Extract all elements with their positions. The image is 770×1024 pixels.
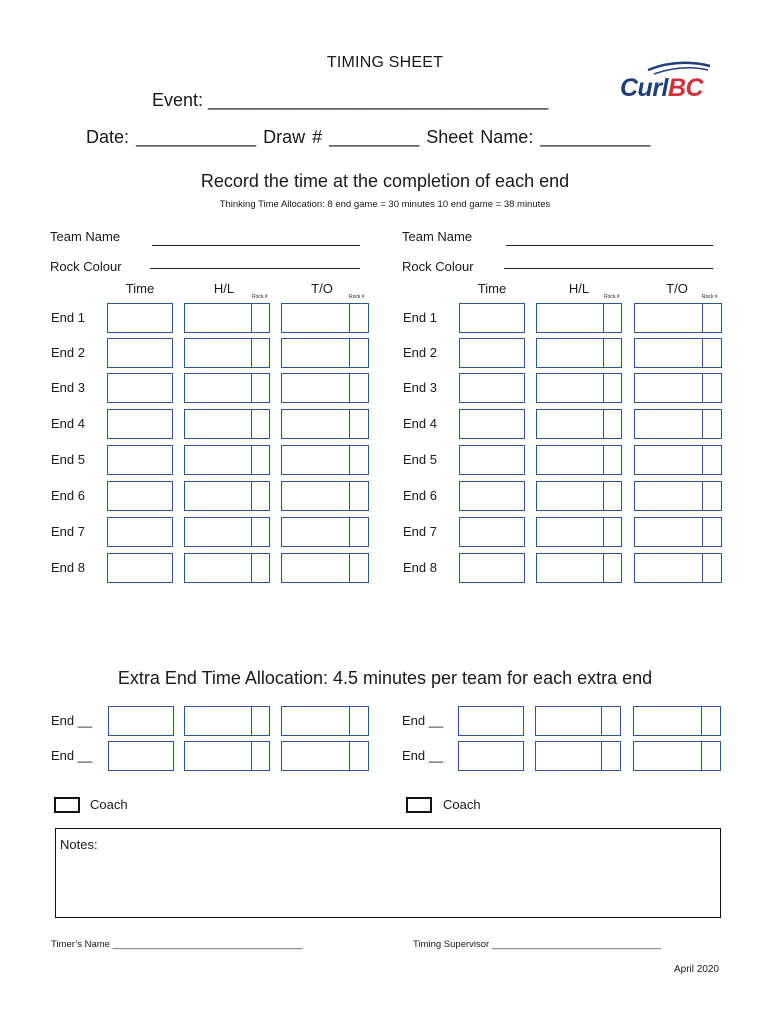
end-label-left: End 1 <box>51 310 85 325</box>
rock-number-divider <box>603 482 604 510</box>
coach-checkbox-right[interactable] <box>406 797 432 813</box>
to-box-right[interactable] <box>634 481 722 511</box>
hl-box-left[interactable] <box>184 373 270 403</box>
rock-number-divider <box>251 339 252 367</box>
time-box-right[interactable] <box>459 303 525 333</box>
to-box-left[interactable] <box>281 706 369 736</box>
team-name-label-left: Team Name <box>50 229 121 244</box>
rock-number-divider <box>702 374 703 402</box>
hl-box-left[interactable] <box>184 706 270 736</box>
team-name-line-left[interactable] <box>152 245 360 246</box>
rock-colour-line-right[interactable] <box>504 268 713 269</box>
rock-number-divider <box>702 554 703 582</box>
time-box-right[interactable] <box>459 409 525 439</box>
event-field[interactable]: Event: __________________________________ <box>152 90 549 110</box>
to-box-left[interactable] <box>281 445 369 475</box>
to-box-left[interactable] <box>281 553 369 583</box>
col-time-left: Time <box>125 281 155 296</box>
time-box-right[interactable] <box>459 338 525 368</box>
to-box-right[interactable] <box>634 373 722 403</box>
rock-number-divider <box>603 374 604 402</box>
end-label-right: End 4 <box>403 416 437 431</box>
rock-number-divider <box>702 518 703 546</box>
end-label-left: End 4 <box>51 416 85 431</box>
time-box-right[interactable] <box>459 517 525 547</box>
end-label-left: End 3 <box>51 380 85 395</box>
rock-number-divider <box>349 446 350 474</box>
timing-supervisor-field[interactable]: Timing Supervisor ________________________________ <box>413 939 661 950</box>
end-label-right: End 7 <box>403 524 437 539</box>
to-box-right[interactable] <box>634 409 722 439</box>
rock-colour-label-left: Rock Colour <box>50 259 122 274</box>
time-box-left[interactable] <box>107 517 173 547</box>
coach-checkbox-left[interactable] <box>54 797 80 813</box>
rock-number-divider <box>701 742 702 770</box>
hl-box-left[interactable] <box>184 553 270 583</box>
rock-number-divider <box>349 304 350 332</box>
to-box-left[interactable] <box>281 338 369 368</box>
hl-box-left[interactable] <box>184 303 270 333</box>
to-box-right[interactable] <box>634 517 722 547</box>
time-box-left[interactable] <box>107 338 173 368</box>
to-box-right[interactable] <box>634 303 722 333</box>
hl-box-right[interactable] <box>536 445 622 475</box>
col-to-left: T/O <box>311 281 333 296</box>
end-label-right: End 5 <box>403 452 437 467</box>
rock-number-divider <box>349 410 350 438</box>
rock-number-divider <box>603 410 604 438</box>
col-time-right: Time <box>477 281 507 296</box>
hl-box-left[interactable] <box>184 741 270 771</box>
to-box-right[interactable] <box>633 706 721 736</box>
rock-number-divider <box>251 374 252 402</box>
end-label-left: End 5 <box>51 452 85 467</box>
end-label-right: End 2 <box>403 345 437 360</box>
date-draw-sheet-line[interactable]: Date: ____________ Draw # _________ Sheet Name: ___________ <box>86 127 651 147</box>
rock-number-divider <box>251 446 252 474</box>
team-name-line-right[interactable] <box>506 245 713 246</box>
to-box-left[interactable] <box>281 303 369 333</box>
hl-box-right[interactable] <box>535 706 621 736</box>
rock-number-divider <box>251 482 252 510</box>
end-label-right: End 3 <box>403 380 437 395</box>
hl-box-right[interactable] <box>535 741 621 771</box>
hl-box-right[interactable] <box>536 338 622 368</box>
to-box-left[interactable] <box>281 373 369 403</box>
curlbc-logo <box>618 56 722 108</box>
hl-box-left[interactable] <box>184 517 270 547</box>
extra-end-heading: Extra End Time Allocation: 4.5 minutes per team for each extra end <box>117 668 653 688</box>
rock-colour-label-right: Rock Colour <box>402 259 474 274</box>
notes-label: Notes: <box>60 837 98 852</box>
to-box-left[interactable] <box>281 741 369 771</box>
team-name-label-right: Team Name <box>402 229 473 244</box>
rock-number-divider <box>251 518 252 546</box>
hl-box-left[interactable] <box>184 409 270 439</box>
time-box-left[interactable] <box>107 303 173 333</box>
rock-number-divider <box>702 482 703 510</box>
rock-number-divider <box>251 707 252 735</box>
col-hl-left: H/L <box>213 281 235 296</box>
col-rock-to-right: Rock # <box>702 294 718 300</box>
time-box-left[interactable] <box>107 481 173 511</box>
time-box-right[interactable] <box>459 553 525 583</box>
rock-number-divider <box>251 742 252 770</box>
time-box-right[interactable] <box>459 373 525 403</box>
to-box-left[interactable] <box>281 517 369 547</box>
rock-number-divider <box>702 304 703 332</box>
hl-box-right[interactable] <box>536 373 622 403</box>
rock-number-divider <box>603 304 604 332</box>
time-box-left[interactable] <box>108 706 174 736</box>
rock-colour-line-left[interactable] <box>150 268 360 269</box>
rock-number-divider <box>349 518 350 546</box>
rock-number-divider <box>349 554 350 582</box>
rock-number-divider <box>603 339 604 367</box>
rock-number-divider <box>349 707 350 735</box>
hl-box-right[interactable] <box>536 409 622 439</box>
rock-number-divider <box>601 742 602 770</box>
rock-number-divider <box>701 707 702 735</box>
time-box-left[interactable] <box>108 741 174 771</box>
end-label-right: End __ <box>402 748 444 763</box>
rock-number-divider <box>702 446 703 474</box>
to-box-left[interactable] <box>281 481 369 511</box>
coach-label-left: Coach <box>90 797 128 812</box>
col-rock-to-left: Rock # <box>349 294 365 300</box>
rock-number-divider <box>702 339 703 367</box>
rock-number-divider <box>601 707 602 735</box>
coach-label-right: Coach <box>443 797 481 812</box>
to-box-right[interactable] <box>633 741 721 771</box>
end-label-right: End 8 <box>403 560 437 575</box>
notes-box[interactable] <box>55 828 721 918</box>
end-label-left: End 8 <box>51 560 85 575</box>
timers-name-field[interactable]: Timer’s Name ____________________________________ <box>51 939 303 950</box>
rock-number-divider <box>349 339 350 367</box>
rock-number-divider <box>251 304 252 332</box>
hl-box-left[interactable] <box>184 481 270 511</box>
rock-number-divider <box>349 482 350 510</box>
hl-box-left[interactable] <box>184 445 270 475</box>
rock-number-divider <box>603 518 604 546</box>
hl-box-right[interactable] <box>536 303 622 333</box>
end-label-left: End 7 <box>51 524 85 539</box>
to-box-left[interactable] <box>281 409 369 439</box>
hl-box-left[interactable] <box>184 338 270 368</box>
rock-number-divider <box>251 554 252 582</box>
time-box-left[interactable] <box>107 553 173 583</box>
to-box-right[interactable] <box>634 338 722 368</box>
to-box-right[interactable] <box>634 445 722 475</box>
hl-box-right[interactable] <box>536 517 622 547</box>
logo-wordmark: CurlBC <box>620 74 704 102</box>
rock-number-divider <box>251 410 252 438</box>
col-hl-right: H/L <box>568 281 590 296</box>
col-rock-hl-right: Rock # <box>604 294 620 300</box>
rock-number-divider <box>603 446 604 474</box>
end-label-left: End 6 <box>51 488 85 503</box>
rock-number-divider <box>349 374 350 402</box>
time-box-right[interactable] <box>459 481 525 511</box>
col-rock-hl-left: Rock # <box>252 294 268 300</box>
record-heading: Record the time at the completion of each end <box>200 171 570 191</box>
end-label-right: End __ <box>402 713 444 728</box>
end-label-left: End __ <box>51 748 93 763</box>
time-box-left[interactable] <box>107 373 173 403</box>
end-label-right: End 6 <box>403 488 437 503</box>
time-box-right[interactable] <box>458 706 524 736</box>
col-to-right: T/O <box>666 281 688 296</box>
time-box-left[interactable] <box>107 409 173 439</box>
time-box-right[interactable] <box>459 445 525 475</box>
revision-date: April 2020 <box>673 964 719 975</box>
time-box-right[interactable] <box>458 741 524 771</box>
end-label-left: End __ <box>51 713 93 728</box>
hl-box-right[interactable] <box>536 553 622 583</box>
hl-box-right[interactable] <box>536 481 622 511</box>
rock-number-divider <box>702 410 703 438</box>
end-label-left: End 2 <box>51 345 85 360</box>
end-label-right: End 1 <box>403 310 437 325</box>
to-box-right[interactable] <box>634 553 722 583</box>
thinking-time-note: Thinking Time Allocation: 8 end game = 30 minutes 10 end game = 38 minutes <box>219 199 551 210</box>
time-box-left[interactable] <box>107 445 173 475</box>
rock-number-divider <box>349 742 350 770</box>
sheet-title: TIMING SHEET <box>326 54 444 71</box>
rock-number-divider <box>603 554 604 582</box>
